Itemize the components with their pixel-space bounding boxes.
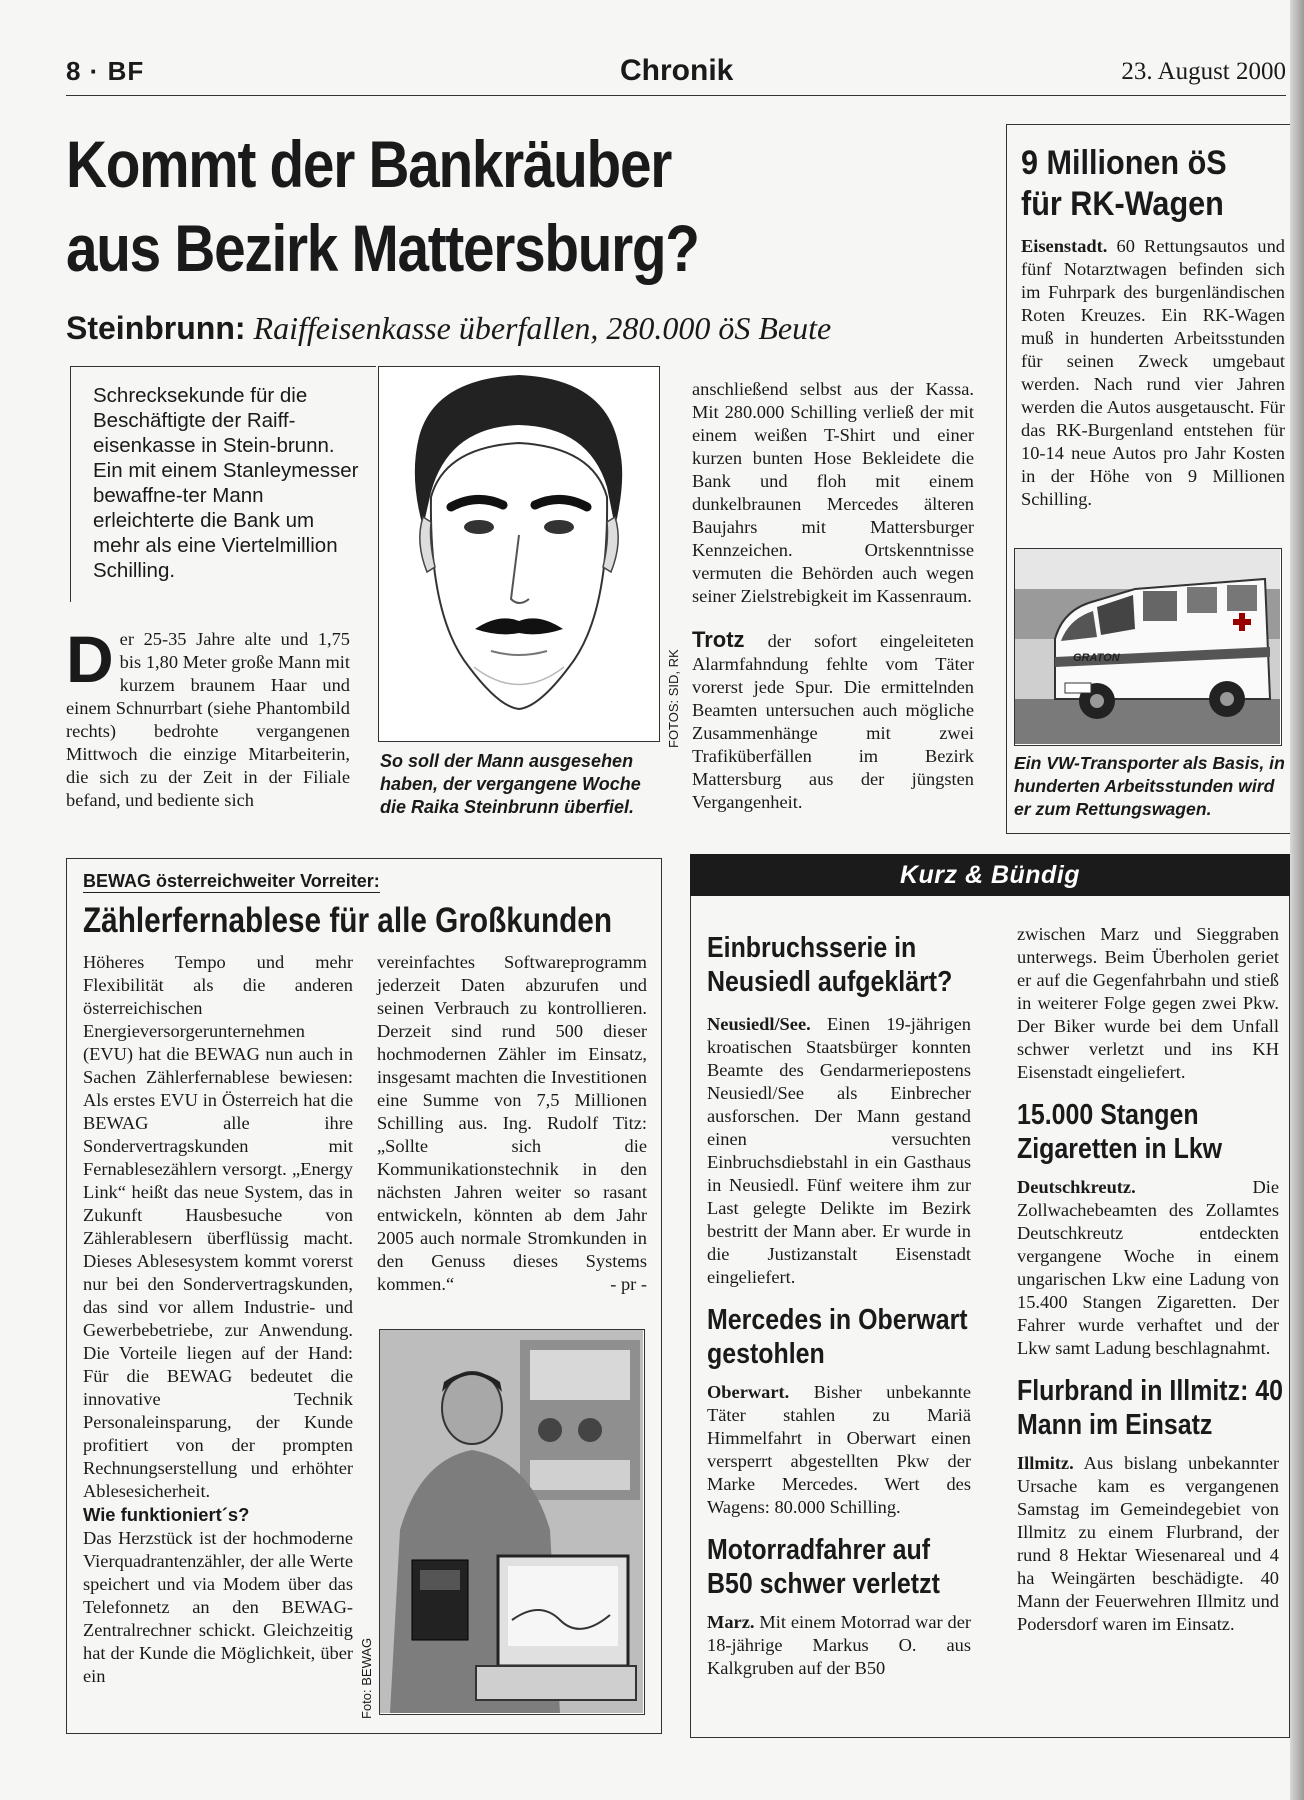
news-location: Illmitz.	[1017, 1453, 1074, 1473]
news-text	[1017, 1176, 1279, 1360]
sub-kicker: Steinbrunn:	[66, 310, 246, 346]
news-title: Mercedes in Oberwart gestohlen	[707, 1304, 968, 1370]
page-header	[66, 56, 1286, 96]
bewag-text-1b: Das Herzstück ist der hochmoderne Vierquadrantenzähler, der alle Werte speichert und via Modem über das Telefonnetz an den BEWAG-Zentralrechner schickt. Gleichzeitig hat der Kunde die Möglichkeit, über ein	[83, 1528, 353, 1686]
bewag-photo-credit: Foto: BEWAG	[359, 1637, 374, 1719]
bewag-column-1	[83, 951, 353, 1688]
paragraph-keyword: Trotz	[692, 627, 745, 652]
sub-rest: Raiffeisenkasse überfallen, 280.000 öS Beute	[253, 310, 832, 346]
ambulance-photo	[1014, 548, 1282, 746]
bewag-kicker: BEWAG österreichweiter Vorreiter:	[83, 871, 380, 891]
news-item-illmitz	[1017, 1374, 1284, 1636]
bewag-text-2: vereinfachtes Softwareprogramm jederzeit Daten abzurufen und seinen Verbrauch zu kontrollieren. Derzeit sind rund 500 dieser hochmodernen Zähler im Einsatz, insgesamt machten die Investitionen eine Summe von 7,5 Millionen Schilling aus. Ing. Rudolf Titz: „Sollte sich die Kommunikationstechnik in den nächsten Jahren weiter so rasant entwickeln, könnten ab dem Jahr 2005 auch normale Stromkunden in den Genuss dieses Systems kommen.“	[377, 952, 647, 1294]
headline-line-1: Kommt der Bankräuber	[66, 127, 672, 201]
article-text-1: er 25-35 Jahre alte und 1,75 bis 1,80 Meter große Mann mit kurzem braunem Haar und einem Schnurrbart (siehe Phantombild rechts) bedrohte vergangenen Mittwoch die einzige Mitarbeiterin, die sich zu der Zeit in der Filiale befand, und bediente sich	[66, 629, 350, 810]
news-body: Aus bislang unbekannter Ursache kam es vergangenen Samstag im Gemeindegebiet von Illmitz zu einem Flurbrand, der rund 8 Hektar Wiesenareal und 4 ha Weingärten beschädigte. 40 Mann der Feuerwehren Illmitz und Podersdorf waren im Einsatz.	[1017, 1453, 1279, 1634]
news-location: Deutschkreutz.	[1017, 1177, 1136, 1197]
portrait-photo-credit: FOTOS: SID, RK	[666, 649, 681, 748]
news-text-continued: zwischen Marz und Sieggraben unterwegs. Beim Überholen geriet er auf die Gegenfahrbahn und stieß in weiterer Folge gegen zwei Pkw. Der Biker wurde bei dem Unfall schwer verletzt und ins KH Eisenstadt eingeliefert.	[1017, 924, 1279, 1082]
page-binding-edge	[1290, 0, 1304, 1800]
news-item-marz	[707, 1533, 971, 1680]
sidebox-text	[1021, 235, 1285, 511]
news-title: Einbruchsserie in Neusiedl aufgeklärt?	[707, 932, 953, 998]
kurz-column-1	[707, 931, 971, 1694]
article-column-1	[66, 622, 350, 812]
ambulance-icon	[1015, 549, 1280, 744]
headline-line-2: aus Bezirk Mattersburg?	[66, 211, 699, 285]
kurz-column-2	[1017, 923, 1284, 1650]
news-location: Oberwart.	[707, 1382, 790, 1402]
sidebox-location: Eisenstadt.	[1021, 236, 1108, 256]
news-title: 15.000 Stangen Zigaretten in Lkw	[1017, 1099, 1223, 1165]
news-item-oberwart	[707, 1303, 971, 1519]
bewag-column-2	[377, 951, 647, 1296]
ambulance-caption: Ein VW-Transporter als Basis, in hunderten Arbeitsstunden wird er zum Rettungswagen.	[1014, 753, 1285, 819]
phantom-portrait-image	[378, 366, 660, 742]
bewag-author: - pr -	[610, 1274, 647, 1294]
page-number: 8 · BF	[66, 56, 145, 86]
article-column-3b	[692, 628, 974, 814]
article-column-3: anschließend selbst aus der Kassa. Mit 280.000 Schilling verließ der mit einem weißen T-Shirt und einer kurzen bunten Hose Bekleidete die Bank und floh mit einem dunkelbraunen Mercedes älteren Baujahrs mit Mattersburger Kennzeichen. Ortskenntnisse vermuten die Behörden auch wegen seiner Zielstrebigkeit im Kassenraum.	[692, 379, 974, 606]
kurz-und-buendig-box	[690, 854, 1290, 1738]
news-body: Bisher unbekannte Täter stahlen zu Mariä Himmelfahrt in Oberwart einen versperrt abgestellten Pkw der Marke Mercedes. Wert des Wagens: 80.000 Schilling.	[707, 1382, 971, 1517]
news-body: Einen 19-jährigen kroatischen Staatsbürger konnten Beamte des Gendarmeriepostens Neusiedl/See als Einbrecher ausforschen. Der Mann gestand einen versuchten Einbruchsdiebstahl in ein Gasthaus in Neusiedl. Fünf weitere ihm zur Last gelegte Delikte im Bezirk bestritt der Mann aber. Er wurde in die Justizanstalt Eisenstadt eingeliefert.	[707, 1014, 971, 1287]
technician-with-meter-icon	[380, 1330, 643, 1713]
issue-date: 23. August 2000	[1121, 58, 1286, 85]
sidebox-title: 9 Millionen öS für RK-Wagen	[1021, 144, 1227, 223]
ambulance-lettering: GRATON	[1073, 652, 1120, 664]
sidebox-body: 60 Rettungsautos und fünf Notarztwagen befinden sich im Fuhrpark des burgenländischen Roten Kreuzes. Ein RK-Wagen muß in hunderten Arbeitsstunden für seinen Zweck umgebaut werden. Nach rund vier Jahren werden die Autos ausgetauscht. Für das RK-Burgenland entstehen für 10-14 neue Autos pro Jahr Kosten in der Höhe von 9 Millionen Schilling.	[1021, 236, 1285, 509]
news-title: Motorradfahrer auf B50 schwer verletzt	[707, 1534, 940, 1600]
main-headline	[66, 122, 840, 290]
news-body: Die Zollwachebeamten des Zollamtes Deutschkreutz entdeckten vergangene Woche in einem ungarischen Lkw eine Ladung von 15.400 Stangen Zigaretten. Der Fahrer wurde verhaftet und der Lkw samt Ladung beschlagnahmt.	[1017, 1177, 1279, 1358]
news-text	[707, 1013, 971, 1289]
bewag-article-box	[66, 858, 662, 1734]
news-title: Flurbrand in Illmitz: 40 Mann im Einsatz	[1017, 1375, 1284, 1441]
news-location: Neusiedl/See.	[707, 1014, 811, 1034]
sub-headline	[66, 310, 966, 347]
face-sketch-icon	[379, 367, 658, 740]
drop-cap: D	[66, 622, 114, 696]
section-title: Chronik	[620, 54, 734, 87]
bewag-technician-photo	[379, 1329, 645, 1715]
bewag-title: Zählerfernablese für alle Großkunden	[83, 901, 613, 940]
kurz-banner: Kurz & Bündig	[690, 854, 1290, 896]
news-item-deutschkreutz	[1017, 1098, 1279, 1360]
bewag-subhead: Wie funktioniert´s?	[83, 1504, 250, 1525]
news-item-neusiedl	[707, 931, 971, 1289]
news-body: Mit einem Motorrad war der 18-jährige Markus O. aus Kalkgruben auf der B50	[707, 1612, 971, 1678]
bewag-text-1: Höheres Tempo und mehr Flexibilität als die anderen österreichischen Energieversorgerunternehmen (EVU) hat die BEWAG nun auch in Sachen Zählerfernablese bewiesen: Als erstes EVU in Österreich hat die BEWAG alle ihre Sondervertragskunden mit Fernablesezählern versorgt. „Energy Link“ heißt das neue System, das in Zukunft Hausbesuche von Zählerablesern überflüssig macht. Dieses Ablesesystem kommt vorerst nur bei den Sondervertragskunden, das sind vor allem Industrie- und Gewerbebetriebe, zur Anwendung. Die Vorteile liegen auf der Hand: Für die BEWAG bedeutet die innovative Technik Personaleinsparung, der Kunde profitiert von der prompten Rechnungserstellung und erhöhter Ablesesicherheit.	[83, 952, 353, 1501]
article-text-3: der sofort eingeleiteten Alarmfahndung fehlte vom Täter vorerst jede Spur. Die ermittelnden Beamten untersuchen auch mögliche Zusammenhänge mit zwei Trafiküberfällen im Bezirk Mattersburg aus der jüngsten Vergangenheit.	[692, 631, 974, 812]
news-location: Marz.	[707, 1612, 755, 1632]
lead-paragraph: Schrecksekunde für die Beschäftigte der Raiff-eisenkasse in Stein-brunn. Ein mit einem Stanleymesser bewaffne-ter Mann erleichterte die Bank um mehr als eine Viertelmillion Schilling.	[70, 366, 376, 602]
news-text	[707, 1381, 971, 1519]
news-text	[1017, 1452, 1279, 1636]
news-text	[707, 1611, 971, 1680]
portrait-caption: So soll der Mann ausgesehen haben, der vergangene Woche die Raika Steinbrunn überfiel.	[380, 751, 641, 817]
